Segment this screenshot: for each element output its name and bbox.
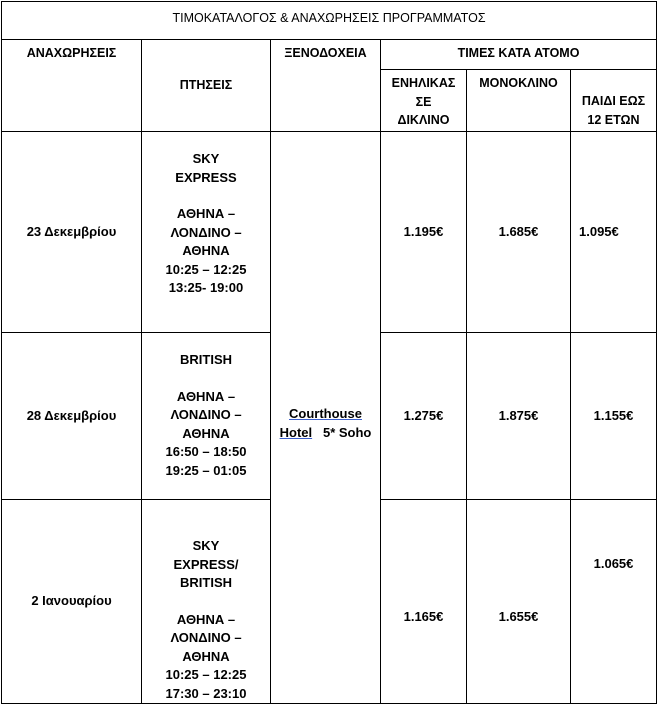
airline: BRITISH: [180, 352, 232, 367]
header-adult-double: ΕΝΗΛΙΚΑΣ ΣΕ ΔΙΚΛΙΝΟ: [381, 70, 467, 132]
route: ΑΘΗΝΑ – ΛΟΝΔΙΝΟ – ΑΘΗΝΑ: [170, 388, 242, 441]
price-child: 1.065€: [571, 500, 657, 704]
price-single: 1.875€: [467, 333, 571, 500]
flight-times: 10:25 – 12:25 17:30 – 23:10: [165, 667, 247, 701]
price-adult-double: 1.275€: [381, 333, 467, 500]
price-table: [1, 1, 657, 704]
flight-info: [142, 500, 271, 704]
header-departures: ΑΝΑΧΩΡΗΣΕΙΣ: [2, 40, 142, 132]
header-prices-per-person: ΤΙΜΕΣ ΚΑΤΑ ΑΤΟΜΟ: [381, 40, 657, 70]
header-flights: ΠΤΗΣΕΙΣ: [142, 40, 271, 132]
header-hotels: ΞΕΝΟΔΟΧΕΙΑ: [271, 40, 381, 132]
flight-info: [142, 333, 271, 500]
header-single: ΜΟΝΟΚΛΙΝΟ: [467, 70, 571, 132]
departure-date: 23 Δεκεμβρίου: [2, 132, 142, 333]
hotel-cell: [271, 132, 381, 704]
price-adult-double: 1.165€: [381, 500, 467, 704]
price-single: 1.655€: [467, 500, 571, 704]
table-row: [2, 132, 657, 333]
header-child: ΠΑΙΔΙ ΕΩΣ 12 ΕΤΩΝ: [571, 70, 657, 132]
price-single: 1.685€: [467, 132, 571, 333]
hotel-name[interactable]: Courthouse Hotel: [279, 406, 362, 440]
price-adult-double: 1.195€: [381, 132, 467, 333]
airline: SKY EXPRESS: [175, 151, 237, 185]
flight-times: 10:25 – 12:25 13:25- 19:00: [165, 261, 247, 295]
flight-info: [142, 132, 271, 333]
route: ΑΘΗΝΑ – ΛΟΝΔΙΝΟ – ΑΘΗΝΑ: [170, 611, 242, 664]
hotel-stars: 5* Soho: [322, 424, 372, 440]
price-child: 1.155€: [571, 333, 657, 500]
departure-date: 28 Δεκεμβρίου: [2, 333, 142, 500]
flight-times: 16:50 – 18:50 19:25 – 01:05: [165, 444, 247, 478]
table-title: ΤΙΜΟΚΑΤΑΛΟΓΟΣ & ΑΝΑΧΩΡΗΣΕΙΣ ΠΡΟΓΡΑΜΜΑΤΟΣ: [2, 2, 657, 40]
route: ΑΘΗΝΑ – ΛΟΝΔΙΝΟ – ΑΘΗΝΑ: [170, 206, 242, 258]
departure-date: 2 Ιανουαρίου: [2, 500, 142, 704]
airline: SKY EXPRESS/ BRITISH: [173, 538, 239, 590]
price-child: 1.095€: [571, 132, 657, 333]
